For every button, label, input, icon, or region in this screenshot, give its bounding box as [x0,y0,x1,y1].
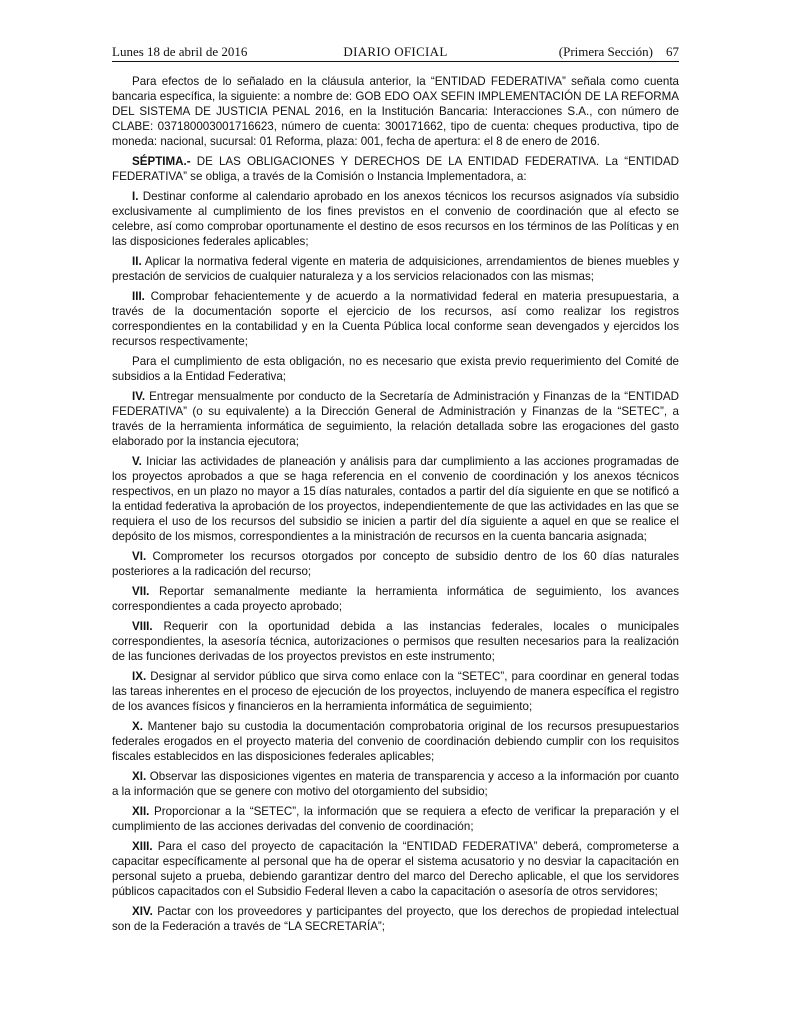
paragraph [112,189,679,249]
header-page-number: 67 [666,44,679,59]
paragraph-text: Destinar conforme al calendario aprobado en los anexos técnicos los recursos asignados vía subsidio exclusivamente al cumplimiento de los fines previstos en el convenio de coordinación que al efecto se celebre, así como comprobar oportunamente el destino de esos recursos en los términos de las Políticas y en las disposiciones federales aplicables; [112,190,679,248]
paragraph-label: XIII. [132,840,153,853]
paragraph [112,804,679,834]
paragraph-label: I. [132,190,139,203]
paragraph-label: XIV. [132,905,153,918]
paragraph [112,454,679,544]
paragraph [112,904,679,934]
paragraph [112,769,679,799]
paragraph-label: III. [132,290,145,303]
paragraph-label: XI. [132,770,147,783]
paragraph [112,584,679,614]
paragraph [112,354,679,384]
paragraph [112,549,679,579]
paragraph [112,154,679,184]
paragraph-text: Observar las disposiciones vigentes en materia de transparencia y acceso a la información por cuanto a la información que se genere con motivo del otorgamiento del subsidio; [112,770,679,798]
paragraph-text: Comprobar fehacientemente y de acuerdo a la normatividad federal en materia presupuestaria, a través de la documentación soporte el ejercicio de los recursos, así como realizar los registros correspondientes en la contabilidad y en la Cuenta Pública local conforme sean devengados y ejercidos los recursos respectivamente; [112,290,679,348]
paragraph [112,74,679,149]
header-rule [112,61,679,62]
paragraph-label: SÉPTIMA.- [132,155,191,168]
paragraph [112,669,679,714]
paragraph [112,839,679,899]
paragraph-text: Para el cumplimiento de esta obligación, no es necesario que exista previo requerimiento del Comité de subsidios a la Entidad Federativa; [112,355,679,383]
paragraph-text: DE LAS OBLIGACIONES Y DERECHOS DE LA ENTIDAD FEDERATIVA. La “ENTIDAD FEDERATIVA” se obliga, a través de la Comisión o Instancia Implementadora, a: [112,155,679,183]
paragraph-text: Proporcionar a la “SETEC”, la información que se requiera a efecto de verificar la preparación y el cumplimiento de las acciones derivadas del convenio de coordinación; [112,805,679,833]
paragraph [112,289,679,349]
paragraph [112,619,679,664]
paragraph-label: XII. [132,805,150,818]
paragraph-label: IX. [132,670,147,683]
paragraph-label: VI. [132,550,147,563]
paragraph-text: Iniciar las actividades de planeación y análisis para dar cumplimiento a las acciones programadas de los proyectos aprobados a que se haga referencia en el convenio de coordinación y los anexos técnicos respectivos, en un plazo no mayor a 15 días naturales, contados a partir del día siguiente en que se notificó a la entidad federativa la aprobación de los proyectos, independientemente de que las actividades en las que se requiera el uso de los recursos del subsidio se inicien a partir del día siguiente a aquel en que se realice el depósito de los mismos, correspondientes a la ministración de recursos en la cuenta bancaria asignada; [112,455,679,543]
paragraph-label: X. [132,720,143,733]
paragraph-label: II. [132,255,142,268]
paragraph-text: Entregar mensualmente por conducto de la Secretaría de Administración y Finanzas de la “ENTIDAD FEDERATIVA” (o su equivalente) a la Dirección General de Administración y Finanzas de la “SETEC”, a través de la herramienta informática de seguimiento, la relación detallada sobre las erogaciones del gasto elaborado por la instancia ejecutora; [112,390,679,448]
paragraph-text: Pactar con los proveedores y participantes del proyecto, que los derechos de propiedad intelectual son de la Federación a través de “LA SECRETARÍA”; [112,905,679,933]
paragraph [112,719,679,764]
paragraph-text: Para efectos de lo señalado en la cláusula anterior, la “ENTIDAD FEDERATIVA” señala como cuenta bancaria específica, la siguiente: a nombre de: GOB EDO OAX SEFIN IMPLEMENTACIÓN DE LA REFORMA DEL SISTEMA DE JUSTICIA PENAL 2016, en la Institución Bancaria: Interacciones S.A., con número de CLABE: 037180003001716623, número de cuenta: 300171662, tipo de cuenta: cheques productiva, tipo de moneda: nacional, sucursal: 01 Reforma, plaza: 001, fecha de apertura: el 8 de enero de 2016. [112,75,679,148]
header-section-page [559,44,679,60]
paragraph-label: V. [132,455,142,468]
paragraph-text: Designar al servidor público que sirva como enlace con la “SETEC”, para coordinar en general todas las tareas inherentes en el proceso de ejecución de los proyectos, incluyendo de manera específica el registro de los avances físicos y financieros en la herramienta informática de seguimiento; [112,670,679,713]
document-body [112,74,679,939]
paragraph-label: VII. [132,585,150,598]
paragraph-text: Comprometer los recursos otorgados por concepto de subsidio dentro de los 60 días naturales posteriores a la radicación del recurso; [112,550,679,578]
paragraph-label: VIII. [132,620,153,633]
paragraph-text: Para el caso del proyecto de capacitación la “ENTIDAD FEDERATIVA” deberá, comprometerse a capacitar específicamente al personal que ha de operar el sistema acusatorio y no desviar la capacitación en personal sujeto a prueba, debiendo garantizar dentro del marco del Derecho aplicable, el que los servidores públicos capacitados con el Subsidio Federal lleven a cabo la capacitación o asesoría de otros servidores; [112,840,679,898]
paragraph-label: IV. [132,390,146,403]
paragraph-text: Reportar semanalmente mediante la herramienta informática de seguimiento, los avances correspondientes a cada proyecto aprobado; [112,585,679,613]
header-date: Lunes 18 de abril de 2016 [112,44,248,59]
page-header [112,44,679,62]
paragraph [112,389,679,449]
header-publication: DIARIO OFICIAL [343,44,448,59]
header-section: (Primera Sección) [558,44,653,59]
paragraph [112,254,679,284]
paragraph-text: Requerir con la oportunidad debida a las instancias federales, locales o municipales correspondientes, la asesoría técnica, autorizaciones o permisos que resulten necesarios para la realización de las funciones derivadas de los proyectos previstos en este instrumento; [112,620,679,663]
paragraph-text: Aplicar la normativa federal vigente en materia de adquisiciones, arrendamientos de bienes muebles y prestación de servicios de cualquier naturaleza y a los servicios relacionados con las mismas; [112,255,679,283]
paragraph-text: Mantener bajo su custodia la documentación comprobatoria original de los recursos presupuestarios federales erogados en el proyecto materia del convenio de coordinación debiendo cumplir con los requisitos fiscales establecidos en las disposiciones federales aplicables; [112,720,679,763]
